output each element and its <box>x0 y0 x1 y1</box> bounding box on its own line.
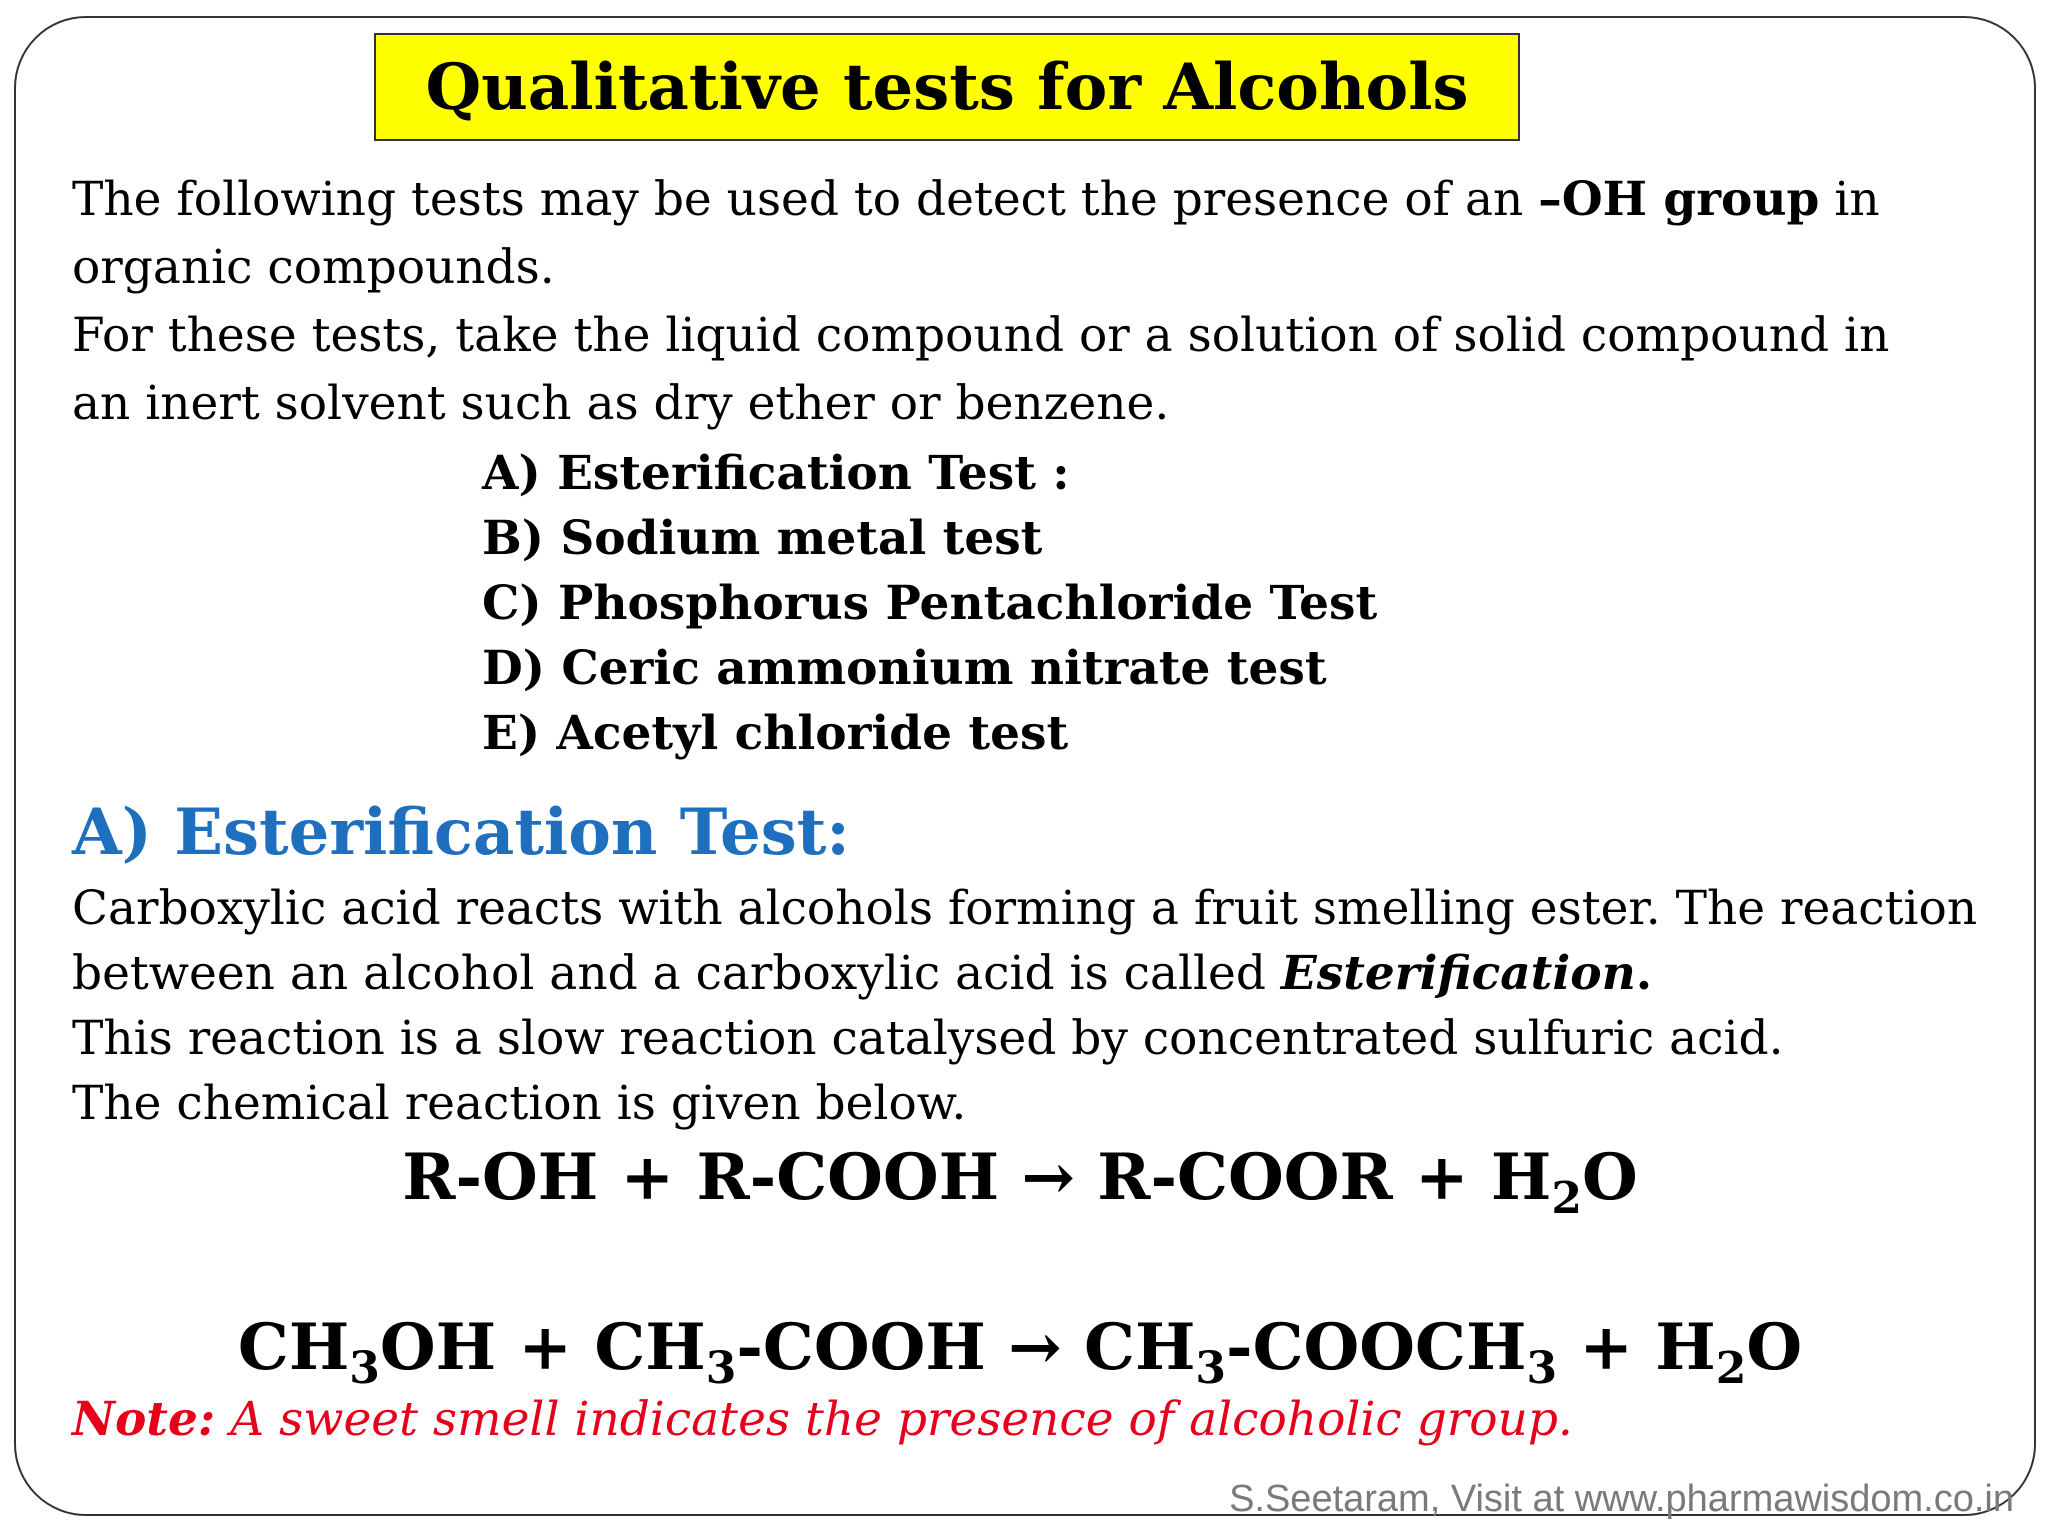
oh-group-bold: –OH group <box>1538 172 1820 227</box>
intro-line-4: an inert solvent such as dry ether or benzene. <box>72 376 1170 431</box>
section-heading: A) Esterification Test: <box>72 795 850 870</box>
intro-line-2: organic compounds. <box>72 240 555 295</box>
slide-title: Qualitative tests for Alcohols <box>374 33 1520 141</box>
note-label: Note: <box>72 1392 216 1447</box>
footer-credit: S.Seetaram, Visit at www.pharmawisdom.co.in <box>1229 1478 2014 1520</box>
test-item: C) Phosphorus Pentachloride Test <box>482 576 1378 631</box>
section-line-4: The chemical reaction is given below. <box>72 1076 967 1131</box>
intro-line-3: For these tests, take the liquid compound or a solution of solid compound in <box>72 308 1890 363</box>
intro-line-1 <box>72 166 1880 234</box>
section-line-2-pre: between an alcohol and a carboxylic acid is called <box>72 946 1281 1001</box>
note-text: A sweet smell indicates the presence of alcoholic group. <box>215 1392 1573 1447</box>
intro-line-1-pre: The following tests may be used to detect the presence of an <box>72 172 1539 227</box>
section-line-1: Carboxylic acid reacts with alcohols forming a fruit smelling ester. The reaction <box>72 881 1978 936</box>
esterification-emphasis: Esterification <box>1280 946 1636 1001</box>
test-list <box>482 441 1377 766</box>
section-line-2 <box>72 940 1652 1008</box>
note <box>72 1392 1573 1447</box>
section-line-3: This reaction is a slow reaction catalysed by concentrated sulfuric acid. <box>72 1011 1784 1066</box>
test-item: E) Acetyl chloride test <box>482 706 1069 761</box>
section-line-2-post: . <box>1635 946 1653 1001</box>
example-equation: $CH_3OH$ + $CH_3$-COOH → $CH_3-COOCH_3 + H_2O$ <box>237 1310 1803 1394</box>
test-item: A) Esterification Test : <box>482 446 1070 501</box>
test-item: B) Sodium metal test <box>482 511 1043 566</box>
test-item: D) Ceric ammonium nitrate test <box>482 641 1327 696</box>
intro-line-1-post: in <box>1819 172 1880 227</box>
general-equation: R-OH + R-COOH → R-COOR + $H_2O$ <box>402 1140 1638 1224</box>
